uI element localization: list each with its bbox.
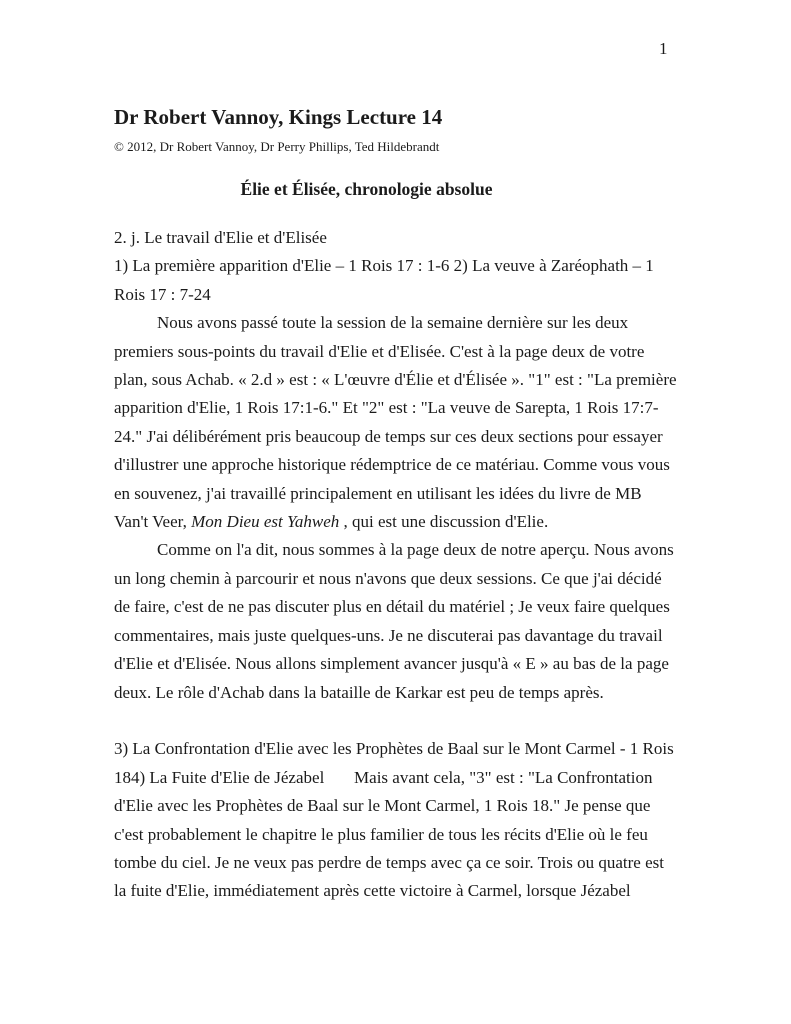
paragraph-line: en souvenez, j'ai travaillé principalement en utilisant les idées du livre de MB bbox=[114, 483, 642, 503]
book-title-italic: Mon Dieu est Yahweh bbox=[191, 512, 340, 532]
text-run: Van't Veer, bbox=[114, 512, 192, 532]
paragraph-line: plan, sous Achab. « 2.d » est : « L'œuvre d'Élie et d'Élisée ». "1" est : "La première bbox=[114, 370, 677, 390]
paragraph-line: d'Elie et d'Elisée. Nous allons simplement avancer jusqu'à « E » au bas de la page bbox=[114, 654, 669, 674]
paragraph-line: Comme on l'a dit, nous sommes à la page deux de notre aperçu. Nous avons bbox=[157, 540, 674, 560]
body-text bbox=[114, 224, 689, 906]
paragraph-line: un long chemin à parcourir et nous n'avons que deux sessions. Ce que j'ai décidé bbox=[114, 568, 662, 588]
document-title: Dr Robert Vannoy, Kings Lecture 14 bbox=[114, 105, 443, 129]
paragraph-line: apparition d'Elie, 1 Rois 17:1-6." Et "2" est : "La veuve de Sarepta, 1 Rois 17:7- bbox=[114, 398, 659, 418]
paragraph-line: Nous avons passé toute la session de la semaine dernière sur les deux bbox=[157, 313, 629, 333]
paragraph-line: de faire, c'est de ne pas discuter plus en détail du matériel ; Je veux faire quelques bbox=[114, 597, 670, 617]
paragraph-line: premiers sous-points du travail d'Elie et d'Elisée. C'est à la page deux de votre bbox=[114, 341, 645, 361]
paragraph-line: 184) La Fuite d'Elie de Jézabel Mais avant cela, "3" est : "La Confrontation bbox=[114, 767, 653, 787]
paragraph-line: tombe du ciel. Je ne veux pas perdre de temps avec ça ce soir. Trois ou quatre est bbox=[114, 852, 664, 872]
blank-line bbox=[114, 707, 689, 735]
section-heading: Élie et Élisée, chronologie absolue bbox=[240, 179, 493, 199]
outline-line: Rois 17 : 7-24 bbox=[114, 284, 211, 304]
paragraph-line: deux. Le rôle d'Achab dans la bataille de Karkar est peu de temps après. bbox=[114, 682, 604, 702]
outline-line: 1) La première apparition d'Elie – 1 Rois 17 : 1-6 2) La veuve à Zaréophath – 1 bbox=[114, 256, 654, 276]
document-content bbox=[114, 0, 689, 906]
outline-line: 2. j. Le travail d'Elie et d'Elisée bbox=[114, 228, 327, 247]
paragraph-line: commentaires, mais juste quelques-uns. Je ne discuterai pas davantage du travail bbox=[114, 625, 663, 645]
text-run: , qui est une discussion d'Elie. bbox=[339, 512, 549, 532]
paragraph-line: d'Elie avec les Prophètes de Baal sur le Mont Carmel, 1 Rois 18." Je pense que bbox=[114, 796, 651, 816]
paragraph-line: 24." J'ai délibérément pris beaucoup de temps sur ces deux sections pour essayer bbox=[114, 426, 663, 446]
paragraph-line-with-book-title bbox=[114, 508, 689, 536]
page-number: 1 bbox=[659, 39, 668, 58]
paragraph-line: la fuite d'Elie, immédiatement après cette victoire à Carmel, lorsque Jézabel bbox=[114, 881, 631, 901]
copyright-line: © 2012, Dr Robert Vannoy, Dr Perry Phillips, Ted Hildebrandt bbox=[114, 139, 440, 154]
paragraph-line: d'illustrer une approche historique rédemptrice de ce matériau. Comme vous vous bbox=[114, 455, 670, 475]
outline-line: 3) La Confrontation d'Elie avec les Prophètes de Baal sur le Mont Carmel - 1 Rois bbox=[114, 739, 674, 759]
paragraph-line: c'est probablement le chapitre le plus familier de tous les récits d'Elie où le feu bbox=[114, 824, 648, 844]
